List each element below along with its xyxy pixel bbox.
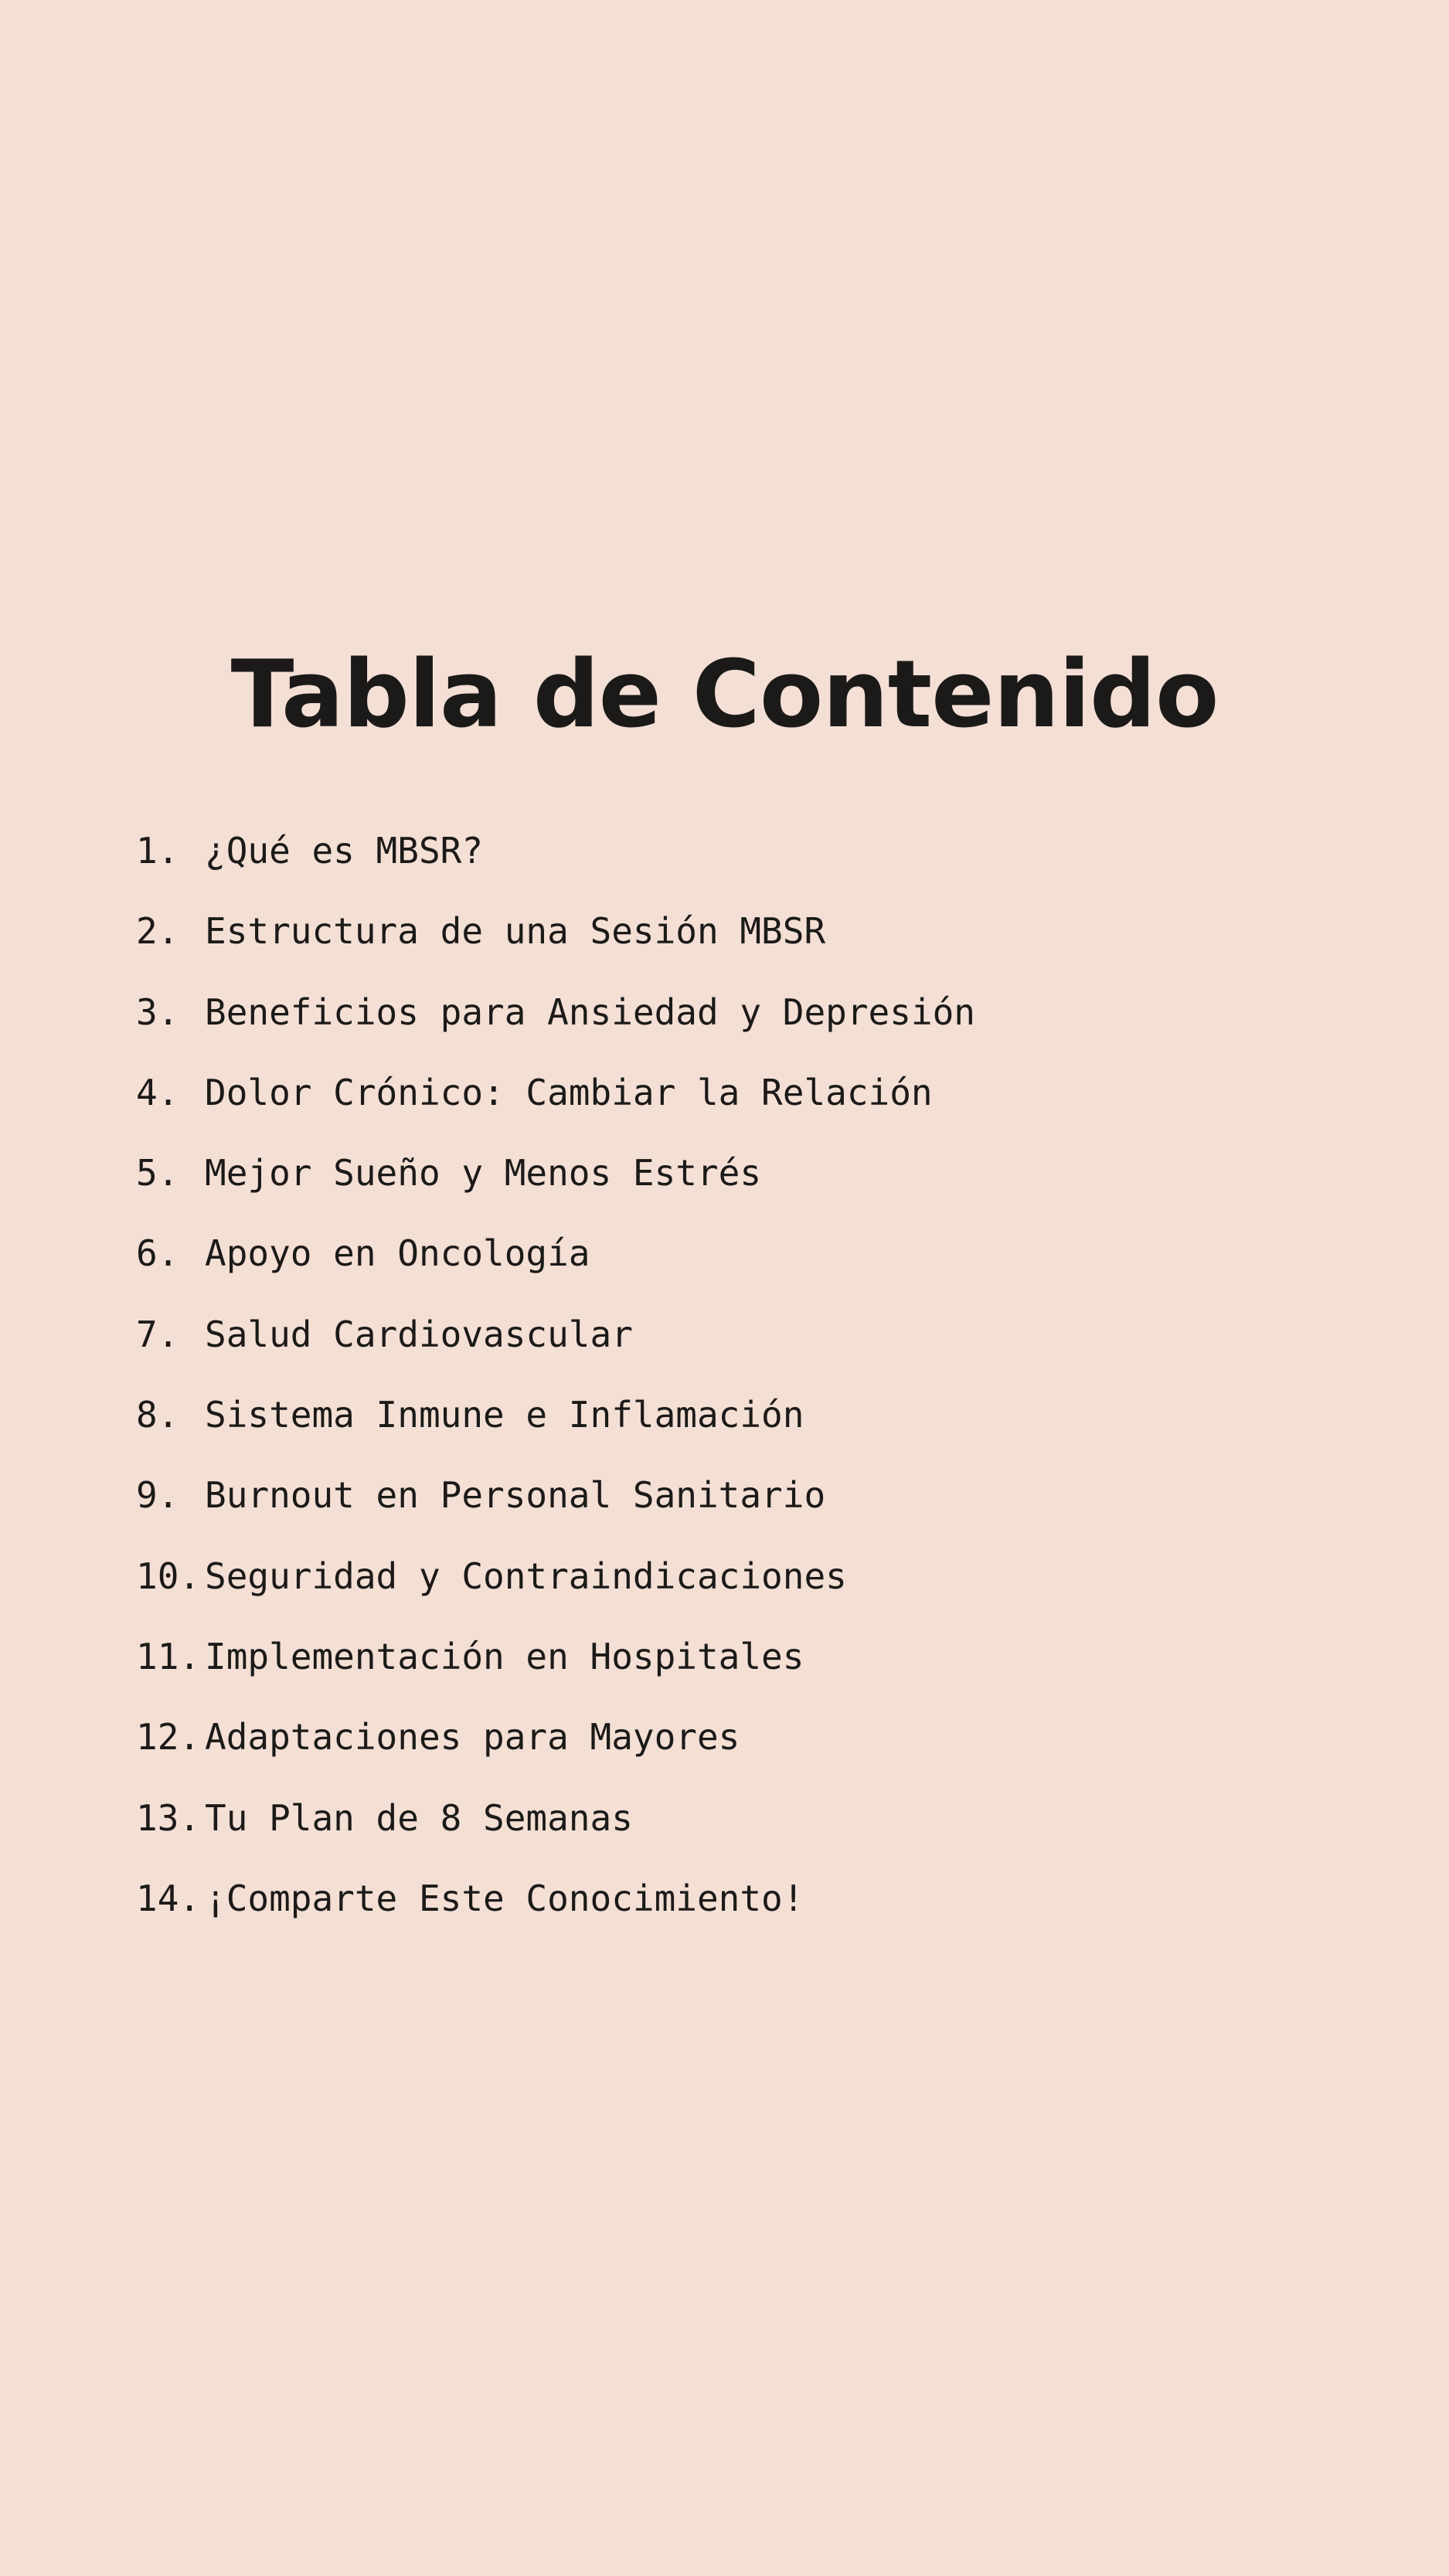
toc-item <box>136 1790 1295 1871</box>
toc-item-number: 6. <box>136 1232 179 1275</box>
toc-item-label: Apoyo en Oncología <box>205 1232 590 1275</box>
toc-item-number: 1. <box>136 830 179 872</box>
toc-item-label: ¿Qué es MBSR? <box>205 830 484 872</box>
toc-item-number: 4. <box>136 1071 179 1113</box>
toc-item <box>136 1145 1295 1225</box>
toc-item <box>136 903 1295 984</box>
toc-item-label: Adaptaciones para Mayores <box>205 1716 740 1759</box>
toc-item-label: Tu Plan de 8 Semanas <box>205 1796 633 1839</box>
toc-item-label: Estructura de una Sesión MBSR <box>205 910 826 953</box>
toc-item <box>136 823 1295 903</box>
toc-item-number: 2. <box>136 910 179 953</box>
toc-item <box>136 984 1295 1065</box>
page-title: Tabla de Contenido <box>230 641 1219 749</box>
toc-item <box>136 1225 1295 1306</box>
toc-item-label: Salud Cardiovascular <box>205 1313 633 1355</box>
toc-item-number: 14. <box>136 1877 201 1919</box>
toc-item-number: 12. <box>136 1716 201 1759</box>
toc-item <box>136 1548 1295 1629</box>
toc-item-number: 11. <box>136 1635 201 1677</box>
toc-item-number: 9. <box>136 1474 179 1517</box>
toc-item-number: 8. <box>136 1394 179 1436</box>
toc-item <box>136 1871 1295 1951</box>
toc-item-number: 13. <box>136 1796 201 1839</box>
toc-item-label: Mejor Sueño y Menos Estrés <box>205 1152 762 1195</box>
toc-item <box>136 1629 1295 1709</box>
toc-item-label: Sistema Inmune e Inflamación <box>205 1394 804 1436</box>
toc-item-label: Dolor Crónico: Cambiar la Relación <box>205 1071 933 1113</box>
toc-item-label: Implementación en Hospitales <box>205 1635 804 1677</box>
toc-item-number: 7. <box>136 1313 179 1355</box>
toc-list <box>136 823 1295 1951</box>
toc-item <box>136 1387 1295 1467</box>
toc-item <box>136 1709 1295 1789</box>
toc-item-label: Seguridad y Contraindicaciones <box>205 1555 847 1597</box>
toc-item <box>136 1307 1295 1387</box>
toc-item-number: 5. <box>136 1152 179 1195</box>
toc-item-label: Burnout en Personal Sanitario <box>205 1474 826 1517</box>
toc-item-label: Beneficios para Ansiedad y Depresión <box>205 991 975 1033</box>
toc-item-label: ¡Comparte Este Conocimiento! <box>205 1877 804 1919</box>
toc-item <box>136 1065 1295 1145</box>
toc-item <box>136 1467 1295 1548</box>
toc-item-number: 10. <box>136 1555 201 1597</box>
toc-item-number: 3. <box>136 991 179 1033</box>
